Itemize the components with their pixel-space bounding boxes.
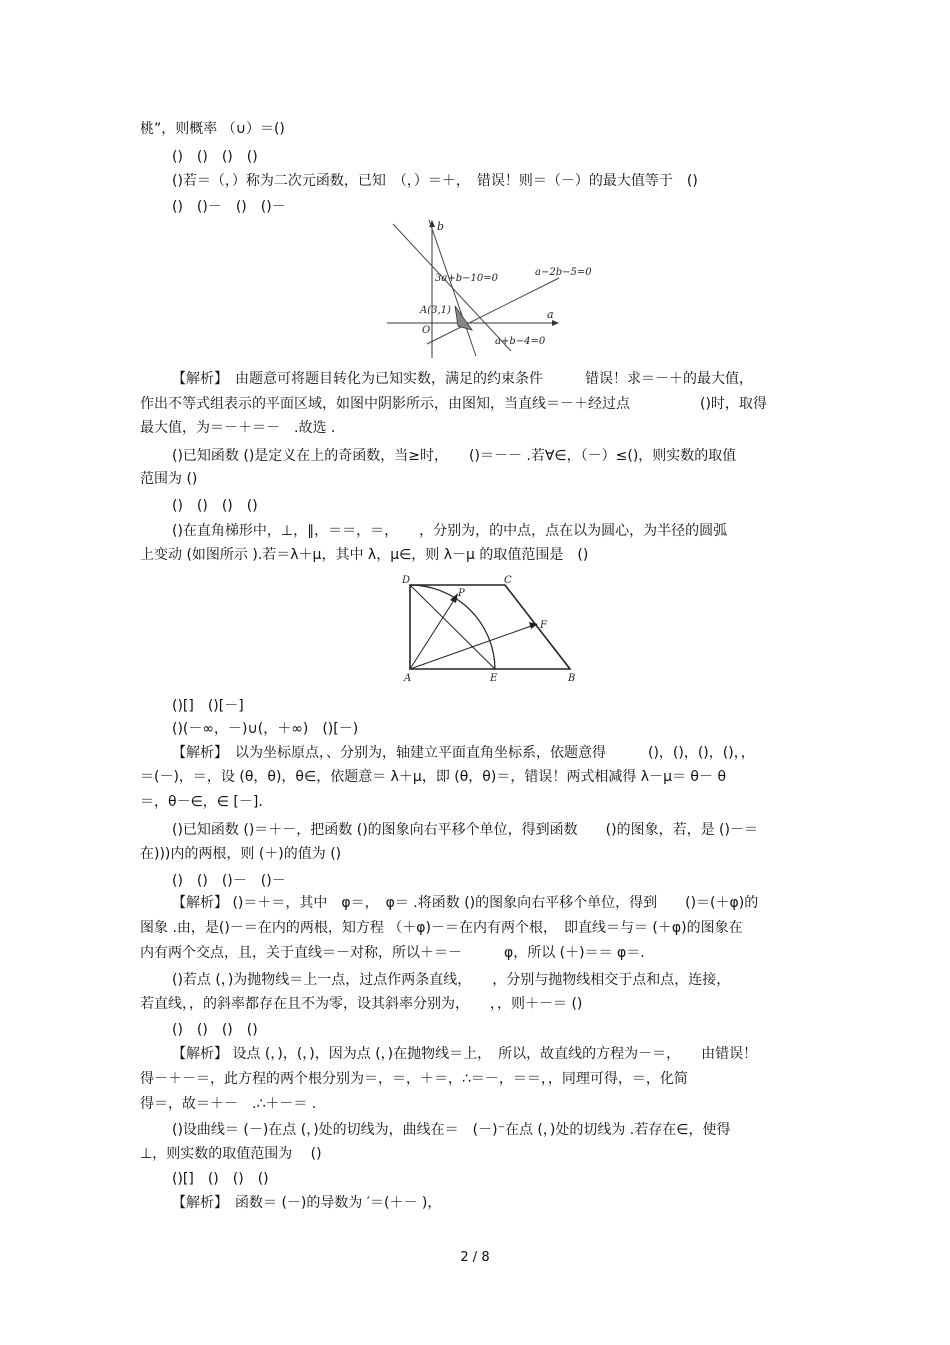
options-line: () () () () bbox=[172, 498, 258, 514]
point-label-e: E bbox=[490, 673, 498, 684]
options-line: ()[] ()[－] bbox=[172, 698, 244, 714]
solution-line: 内有两个交点，且，关于直线＝－对称，所以＋＝－ φ，所以 (＋)＝＝ φ＝. bbox=[140, 945, 645, 961]
solution-line: 得－＋－＝，此方程的两个根分别为＝，＝，＋＝，∴＝－，＝＝，，同理可得，＝，化简 bbox=[140, 1071, 688, 1087]
question-line: ⊥，则实数的取值范围为 () bbox=[140, 1146, 322, 1162]
solution-line: 最大值，为＝－＋＝－ .故选 . bbox=[140, 420, 336, 436]
solution-line: 【解析】 设点 (，)，(，)，因为点 (，)在抛物线＝上， 所以，故直线的方程为－＝， 由错误！ bbox=[172, 1046, 758, 1062]
question-line: ()若＝（，）称为二次元函数，已知 （，）＝＋， 错误！则＝（－）的最大值等于 () bbox=[172, 173, 698, 189]
question-line: 上变动 (如图所示 ).若＝λ＋μ，其中 λ，μ∈，则 λ－μ 的取值范围是 () bbox=[140, 547, 589, 563]
origin-label: O bbox=[422, 325, 431, 336]
line-label-3: a+b−4=0 bbox=[495, 336, 546, 347]
solution-line: ＝(－)，＝，设 (θ，θ)，θ∈，依题意＝ λ＋μ，即 (θ，θ)＝，错误！两式相减得 λ－μ＝ θ－ θ bbox=[140, 769, 727, 785]
point-label-p: P bbox=[458, 588, 465, 599]
point-label-f: F bbox=[540, 620, 547, 631]
question-line: ()在直角梯形中，⊥，∥，＝＝，＝， ，分别为，的中点，点在以为圆心，为半径的圆弧 bbox=[172, 523, 728, 539]
options-line: ()(－∞，－)∪(，＋∞) ()[－) bbox=[172, 721, 359, 737]
question-line: ()设曲线＝ (－)在点 (，)处的切线为，曲线在＝ (－)⁻在点 (，)处的切线为 .若存在∈，使得 bbox=[172, 1122, 731, 1138]
question-line: 范围为 () bbox=[140, 471, 198, 487]
solution-line: 【解析】 函数＝ (－)的导数为 ′＝(＋－ )， bbox=[172, 1195, 442, 1211]
options-line: ()[] () () () bbox=[172, 1171, 269, 1187]
segment-de bbox=[410, 585, 495, 669]
solution-line: 作出不等式组表示的平面区域，如图中阴影所示，由图知，当直线＝－＋经过点 ()时，取得 bbox=[140, 396, 767, 412]
line-label-1: 3a+b−10=0 bbox=[435, 273, 498, 284]
options-line: () () ()－ ()－ bbox=[172, 873, 286, 889]
question-line: 若直线，，的斜率都存在且不为零，设其斜率分别为， ，，则＋－＝ () bbox=[140, 996, 583, 1012]
line-label-2: a−2b−5=0 bbox=[535, 267, 592, 278]
question-line: ()若点 (，)为抛物线＝上一点，过点作两条直线， ，分别与抛物线相交于点和点，连接， bbox=[172, 972, 731, 988]
options-line: () () () () bbox=[172, 149, 258, 165]
options-line: () ()－ () ()－ bbox=[172, 199, 286, 215]
feasible-region bbox=[455, 306, 472, 330]
question-line: ()已知函数 ()是定义在上的奇函数，当≥时， ()＝－－ .若∀∈，（－）≤()，则实数的取值 bbox=[172, 448, 737, 464]
point-label-a: A bbox=[404, 673, 412, 684]
linear-programming-figure bbox=[385, 218, 600, 363]
solution-line: 【解析】 由题意可将题目转化为已知实数，满足的约束条件 错误！求＝－＋的最大值， bbox=[172, 371, 753, 387]
point-label-b: B bbox=[568, 673, 576, 684]
solution-line: 得＝，故＝＋－ .∴＋－＝ . bbox=[140, 1096, 317, 1112]
page-number: 2 / 8 bbox=[460, 1250, 490, 1265]
text-line: 桃”，则概率 （∪）＝() bbox=[140, 121, 285, 137]
solution-line: 【解析】 以为坐标原点，、分别为，轴建立平面直角坐标系，依题意得 ()，()，()，()，， bbox=[172, 745, 755, 761]
point-label-d: D bbox=[402, 575, 411, 586]
axis-label-a: a bbox=[547, 308, 554, 321]
arrow-ap bbox=[450, 593, 458, 603]
question-line: 在)))内的两根，则 (＋)的值为 () bbox=[140, 846, 342, 862]
point-label-a: A(3,1) bbox=[420, 305, 451, 316]
trapezoid-figure bbox=[400, 572, 585, 684]
solution-line: ＝，θ－∈，∈ [－]. bbox=[140, 794, 263, 810]
axis-label-b: b bbox=[437, 220, 445, 233]
vector-af bbox=[410, 625, 534, 669]
solution-line: 图象 .由，是()－＝在内的两根，知方程 （＋φ)－＝在内有两个根， 即直线＝与＝ (＋φ)的图象在 bbox=[140, 920, 743, 936]
options-line: () () () () bbox=[172, 1022, 258, 1038]
solution-line: 【解析】 ()＝＋＝，其中 φ＝， φ＝ .将函数 ()的图象向右平移个单位，得到 ()＝(＋φ)的 bbox=[172, 895, 759, 911]
point-label-c: C bbox=[504, 575, 512, 586]
question-line: ()已知函数 ()＝＋－，把函数 ()的图象向右平移个单位，得到函数 ()的图象，若，是 ()－＝ bbox=[172, 822, 758, 838]
